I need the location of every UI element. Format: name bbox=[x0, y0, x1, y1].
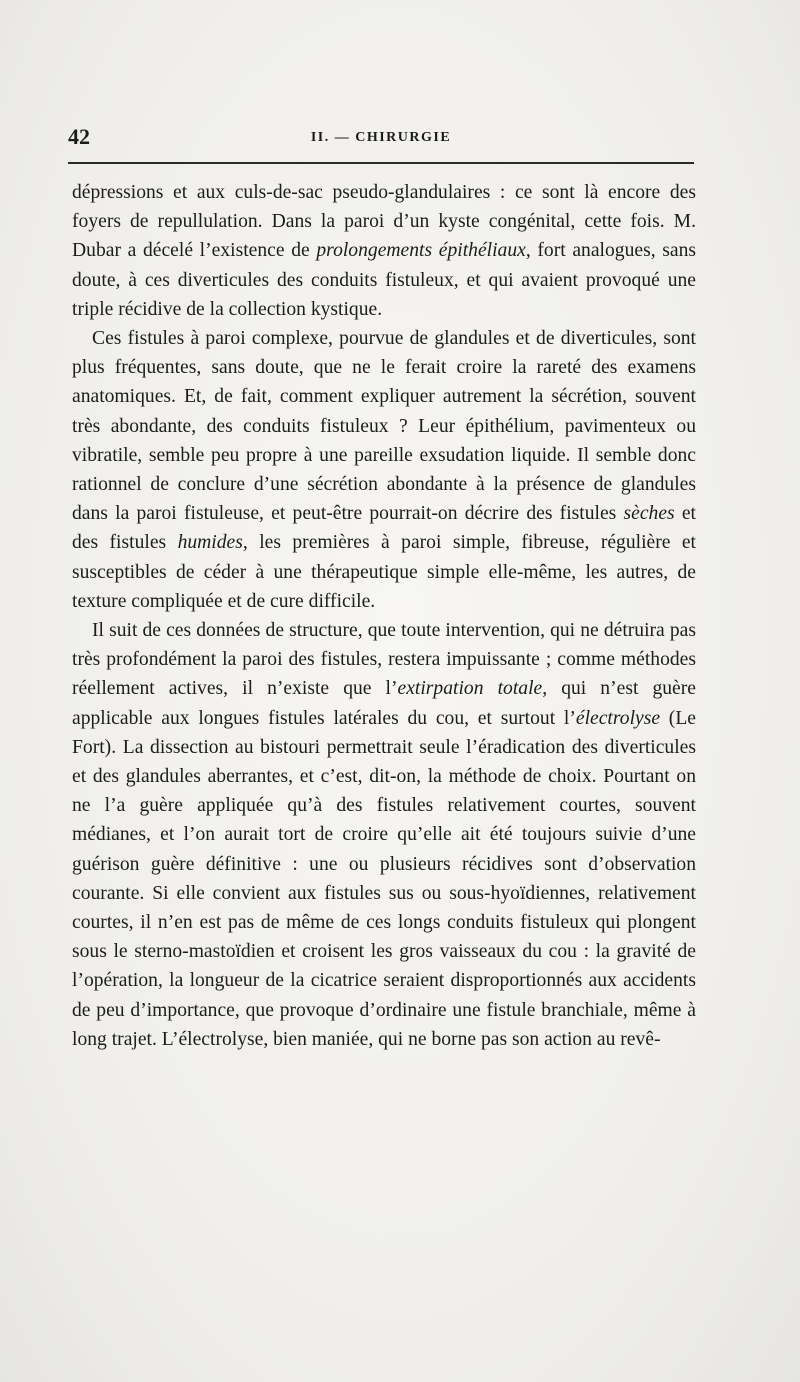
text-segment: (Le Fort). La dissection au bistouri permettrait seule l’éradication des diverticules et des glandules aberrantes, et c’est, dit-on, la méthode de choix. Pourtant on ne l’a guère appliquée qu’à des fistules relativement courtes, souvent médianes, et l’on aurait tort de croire qu’elle ait été toujours suivie d’une guérison guère définitive : une ou plusieurs récidives sont d’observation courante. Si elle convient aux fistules sus ou sous-hyoïdiennes, relativement courtes, il n’en est pas de même de ces longs conduits fistuleux qui plongent sous le sterno-mastoïdien et croisent les gros vaisseaux du cou : la gravité de l’opération, la longueur de la cicatrice seraient disproportionnés aux accidents de peu d’importance, que provoque d’ordinaire une fistule branchiale, même à long trajet. L’électrolyse, bien maniée, qui ne borne pas son action au revê- bbox=[72, 707, 696, 1050]
text-segment: Il suit de ces données de structure, que toute intervention, qui ne détruira pas très profondément la paroi des fistules, restera impuissante ; comme méthodes réellement actives, il n’existe que l’ bbox=[72, 620, 696, 700]
body-text bbox=[72, 178, 696, 1054]
text-segment: , les premières à paroi simple, fibreuse, régulière et susceptibles de céder à une thérapeutique simple elle-même, les autres, de texture compliquée et de cure difficile. bbox=[72, 532, 697, 612]
italic-text-segment: électrolyse bbox=[575, 707, 661, 729]
text-segment: , qui n’est guère applicable aux longues fistules latérales du cou, et surtout l’ bbox=[72, 678, 696, 729]
paragraph-3 bbox=[72, 616, 696, 1054]
paragraph-2 bbox=[72, 324, 696, 616]
italic-text-segment: sèches bbox=[623, 503, 675, 525]
running-title: II. — CHIRURGIE bbox=[310, 130, 452, 145]
text-segment: et des fistules bbox=[72, 503, 696, 554]
paragraph-1 bbox=[72, 178, 696, 324]
italic-text-segment: prolongements épithéliaux bbox=[316, 240, 526, 262]
text-segment: Ces fistules à paroi complexe, pourvue de glandules et de diverticules, sont plus fréquentes, sans doute, que ne le ferait croire la rareté des examens anatomiques. Et, de fait, comment expliquer autrement la sécrétion, souvent très abondante, des conduits fistuleux ? Leur épithélium, pavimenteux ou vibratile, semble peu propre à une pareille exsudation liquide. Il semble donc rationnel de conclure d’une sécrétion abondante à la présence de glandules dans la paroi fistuleuse, et peut-être pourrait-on décrire des fistules bbox=[72, 328, 696, 525]
italic-text-segment: humides bbox=[177, 532, 243, 554]
text-segment: , fort analogues, sans doute, à ces diverticules des conduits fistuleux, et qui avaient provoqué une triple récidive de la collection kystique. bbox=[72, 240, 696, 320]
header-divider bbox=[68, 162, 694, 164]
page-number: 42 bbox=[68, 124, 90, 149]
text-segment: dépressions et aux culs-de-sac pseudo-glandulaires : ce sont là encore des foyers de repullulation. Dans la paroi d’un kyste congénital, cette fois. M. Dubar a décelé l’existence de bbox=[72, 182, 696, 262]
italic-text-segment: extirpation totale bbox=[397, 678, 543, 700]
page-header bbox=[68, 124, 694, 164]
